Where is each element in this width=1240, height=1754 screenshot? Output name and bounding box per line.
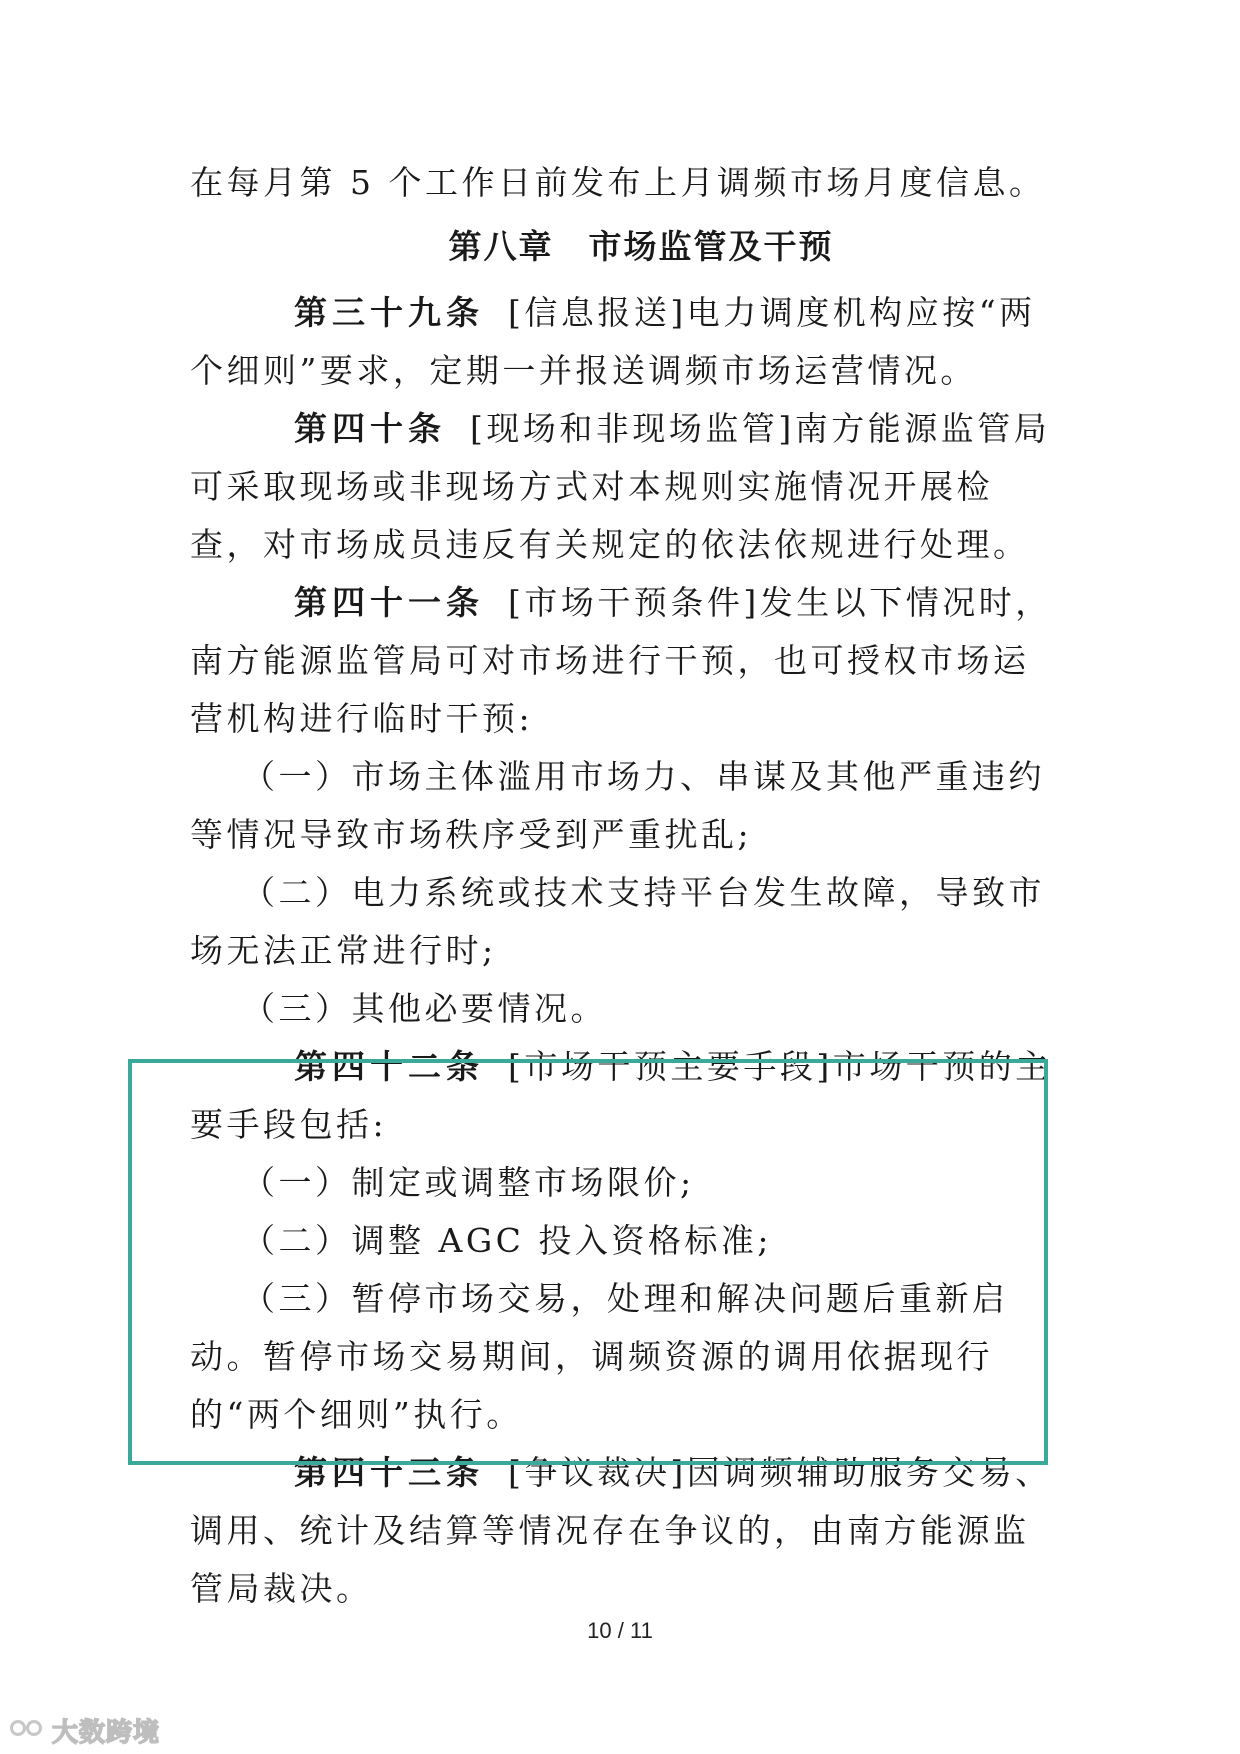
list-item: （三）其他必要情况。 xyxy=(242,989,607,1028)
list-item: （一）制定或调整市场限价; xyxy=(242,1163,695,1202)
article-number: 第四十条 xyxy=(294,409,446,448)
article-number: 第四十三条 xyxy=(294,1453,484,1492)
article-41 xyxy=(190,574,1052,748)
article-39 xyxy=(190,284,1052,400)
article-40 xyxy=(190,400,1052,574)
paragraph-intro: 在每月第 5 个工作日前发布上月调频市场月度信息。 xyxy=(190,163,1046,202)
article-text: [信息报送]电力调度机构应按“两个细则”要求，定期一并报送调频市场运营情况。 xyxy=(190,293,1036,390)
article-text: [现场和非现场监管]南方能源监管局可采取现场或非现场方式对本规则实施情况开展检查，对市场成员违反有关规定的依法依规进行处理。 xyxy=(190,409,1051,564)
article-text: [市场干预主要手段]市场干预的主要手段包括: xyxy=(190,1047,1052,1144)
list-item: （一）市场主体滥用市场力、串谋及其他严重违约等情况导致市场秩序受到严重扰乱; xyxy=(190,757,1045,854)
watermark xyxy=(8,1712,160,1748)
list-item: （二）调整 AGC 投入资格标准; xyxy=(242,1221,773,1260)
article-number: 第四十一条 xyxy=(294,583,484,622)
list-item: （二）电力系统或技术支持平台发生故障，导致市场无法正常进行时; xyxy=(190,873,1045,970)
article-43 xyxy=(190,1444,1052,1618)
watermark-logo-icon xyxy=(8,1716,48,1744)
list-item: （三）暂停市场交易，处理和解决问题后重新启动。暂停市场交易期间，调频资源的调用依据现行的“两个细则”执行。 xyxy=(190,1279,1009,1434)
highlight-box xyxy=(128,1059,1048,1465)
article-text: [争议裁决]因调频辅助服务交易、调用、统计及结算等情况存在争议的，由南方能源监管局裁决。 xyxy=(190,1453,1052,1608)
article-text: [市场干预条件]发生以下情况时，南方能源监管局可对市场进行干预，也可授权市场运营机构进行临时干预: xyxy=(190,583,1052,738)
watermark-text: 大数跨境 xyxy=(52,1717,161,1748)
article-number: 第四十二条 xyxy=(294,1047,484,1086)
chapter-heading: 第八章 市场监管及干预 xyxy=(448,227,834,266)
article-number: 第三十九条 xyxy=(294,293,484,332)
page-number: 10 / 11 xyxy=(587,1618,653,1643)
